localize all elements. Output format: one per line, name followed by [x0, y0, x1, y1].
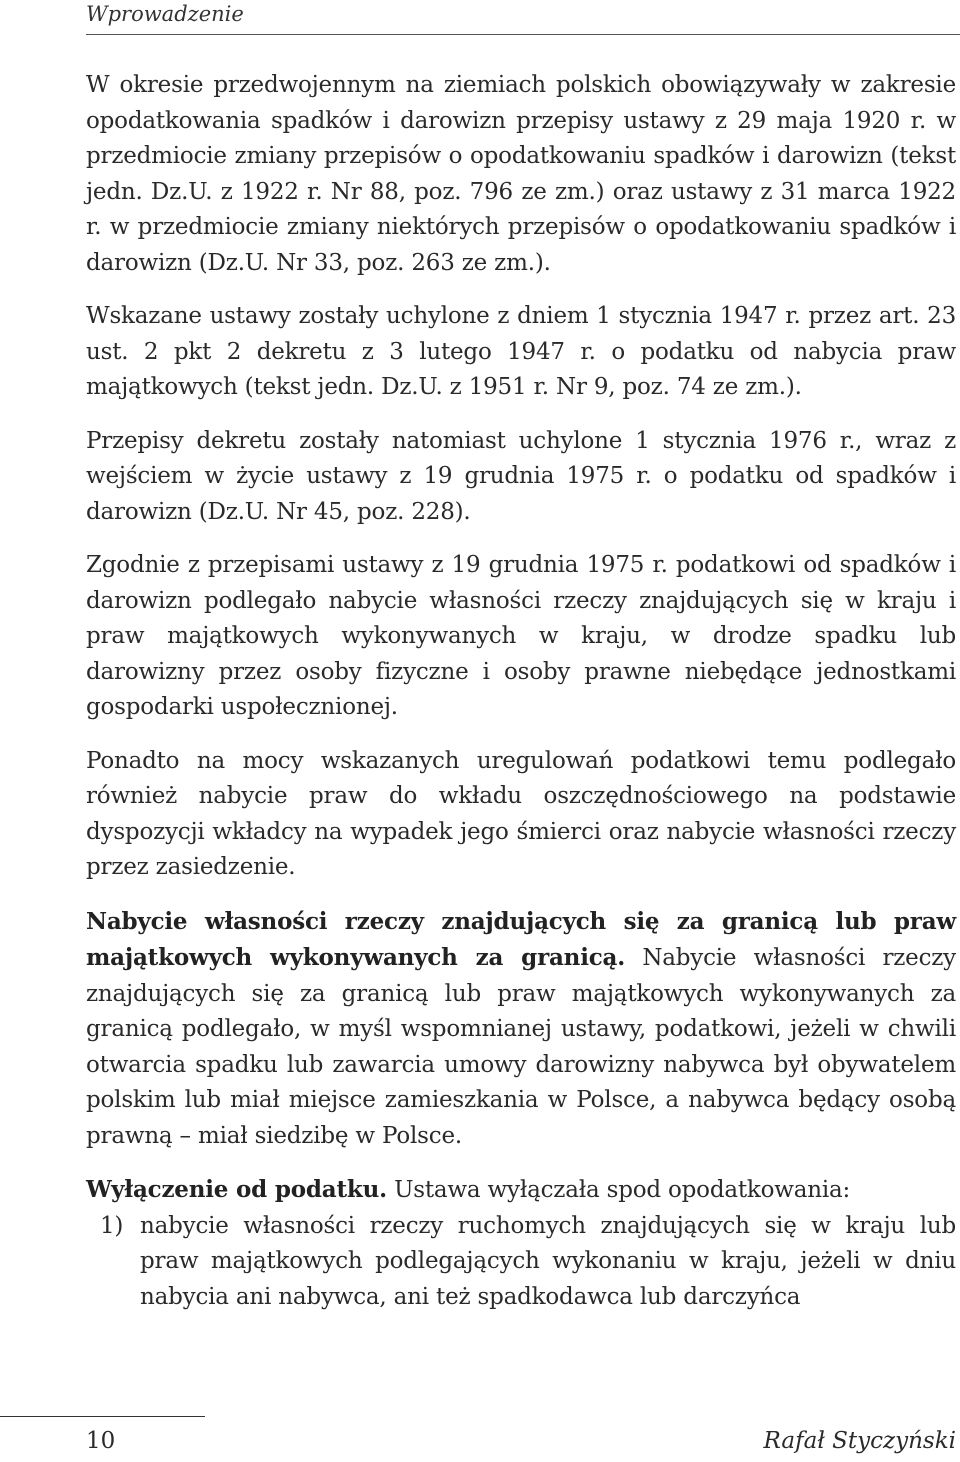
list-item: [86, 1209, 956, 1316]
list-item-number: 1): [100, 1212, 124, 1239]
footer-author: Rafał Styczyński: [763, 1428, 956, 1454]
running-head: Wprowadzenie: [86, 2, 244, 26]
exemption-list: [86, 1209, 956, 1316]
section-exemption-heading: Wyłączenie od podatku.: [86, 1176, 387, 1203]
section-exemption: [86, 1172, 956, 1209]
paragraph-additional-scope: Ponadto na mocy wskazanych uregulowań podatkowi temu podlegało również nabycie praw do wkładu oszczędnościowego na podstawie dyspozycji wkładcy na wypadek jego śmierci oraz nabycie własności rzeczy przez zasiedzenie.: [86, 747, 956, 880]
list-item-text: nabycie własności rzeczy ruchomych znajdujących się w kraju lub praw majątkowych podlegających wykonaniu w kraju, jeżeli w dniu nabycia ani nabywca, ani też spadkodawca lub darczyńca: [140, 1212, 956, 1310]
paragraph-repeal-1947: Wskazane ustawy zostały uchylone z dniem 1 stycznia 1947 r. przez art. 23 ust. 2 pkt 2 dekretu z 3 lutego 1947 r. o podatku od nabycia praw majątkowych (tekst jedn. Dz.U. z 1951 r. Nr 9, poz. 74 ze zm.).: [86, 303, 956, 400]
header-rule: [86, 34, 960, 35]
section-abroad-text: Nabycie własności rzeczy znajdujących się za granicą lub praw majątkowych wykonywanych za granicą podlegało, w myśl wspomnianej ustawy, podatkowi, jeżeli w chwili otwarcia spadku lub zawarcia umowy darowizny nabywca był obywatelem polskim lub miał miejsce zamieszkania w Polsce, a nabywca będący osobą prawną – miał siedzibę w Polsce.: [86, 945, 956, 1149]
section-exemption-text: Ustawa wyłączała spod opodatkowania:: [394, 1177, 851, 1203]
page-body: [86, 68, 956, 1315]
footer-rule: [0, 1416, 205, 1417]
section-abroad: [86, 904, 956, 1155]
paragraph-prewar-law: W okresie przedwojennym na ziemiach polskich obowiązywały w zakresie opodatkowania spadków i darowizn przepisy ustawy z 29 maja 1920 r. w przedmiocie zmiany przepisów o opodatkowaniu spadków i darowizn (tekst jedn. Dz.U. z 1922 r. Nr 88, poz. 796 ze zm.) oraz ustawy z 31 marca 1922 r. w przedmiocie zmiany niektórych przepisów o opodatkowaniu spadków i darowizn (Dz.U. Nr 33, poz. 263 ze zm.).: [86, 72, 956, 276]
section-abroad-heading: Nabycie własności rzeczy znajdujących się za granicą lub praw majątkowych wykonywanych za granicą.: [86, 907, 956, 971]
page-number: 10: [86, 1428, 116, 1454]
paragraph-tax-scope: Zgodnie z przepisami ustawy z 19 grudnia 1975 r. podatkowi od spadków i darowizn podlegało nabycie własności rzeczy znajdujących się w kraju i praw majątkowych wykonywanych w kraju, w drodze spadku lub darowizny przez osoby fizyczne i osoby prawne niebędące jednostkami gospodarki uspołecznionej.: [86, 552, 956, 720]
paragraph-repeal-1976: Przepisy dekretu zostały natomiast uchylone 1 stycznia 1976 r., wraz z wejściem w życie ustawy z 19 grudnia 1975 r. o podatku od spadków i darowizn (Dz.U. Nr 45, poz. 228).: [86, 427, 956, 525]
